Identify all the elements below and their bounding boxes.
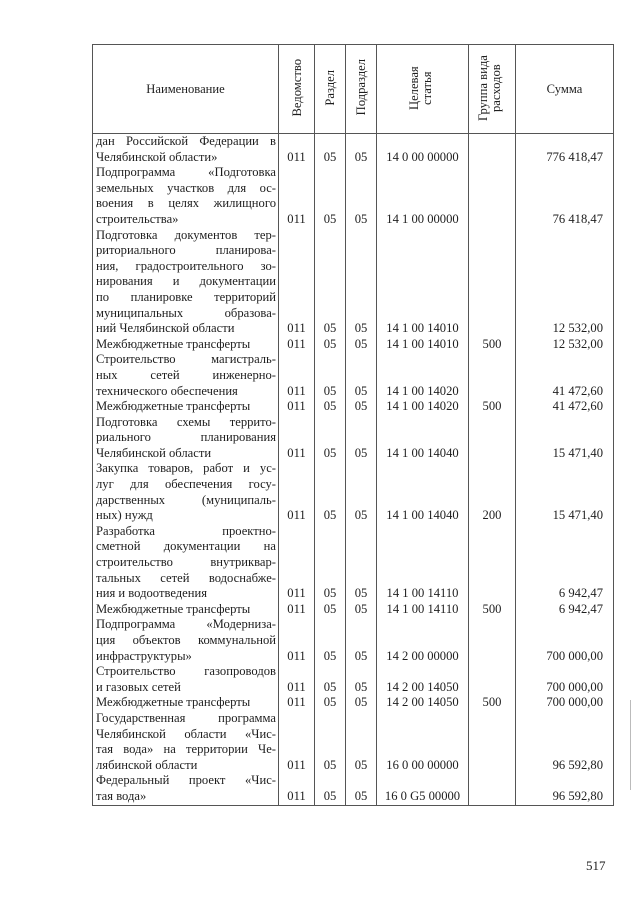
cell-vedomstvo: 011: [279, 461, 315, 523]
cell-razdel: 05: [315, 165, 346, 227]
cell-razdel: 05: [315, 602, 346, 618]
table-row: [93, 524, 614, 602]
cell-razdel: 05: [315, 399, 346, 415]
cell-name-line: луг для обеспечения госу-: [96, 477, 276, 492]
cell-name-line: Межбюджетные трансферты: [96, 399, 251, 414]
cell-name-line: нирования и документации: [96, 274, 276, 289]
table-row: [93, 337, 614, 353]
cell-name-line: ных) нужд: [96, 508, 153, 523]
cell-name-line: риториального планирова-: [96, 243, 276, 258]
table-row: [93, 602, 614, 618]
header-gruppa: [469, 45, 516, 134]
cell-celevaya: 14 1 00 14040: [377, 461, 469, 523]
cell-gruppa: [469, 711, 516, 773]
cell-name-line: Подпрограмма «Модерниза-: [96, 617, 276, 632]
cell-podrazdel: 05: [346, 461, 377, 523]
cell-podrazdel: 05: [346, 165, 377, 227]
cell-razdel: 05: [315, 352, 346, 399]
table-header: [93, 45, 614, 134]
cell-razdel: 05: [315, 228, 346, 337]
budget-table: [92, 44, 614, 806]
cell-name: [93, 602, 279, 618]
cell-podrazdel: 05: [346, 602, 377, 618]
header-podrazdel-label: Подраздел: [354, 59, 368, 116]
cell-name-line: по планировке территорий: [96, 289, 276, 304]
header-name-label: Наименование: [146, 82, 225, 96]
cell-vedomstvo: 011: [279, 617, 315, 664]
cell-podrazdel: 05: [346, 695, 377, 711]
cell-summa: 15 471,40: [516, 415, 614, 462]
cell-name: [93, 617, 279, 664]
cell-podrazdel: 05: [346, 134, 377, 166]
cell-name: [93, 461, 279, 523]
cell-summa: 776 418,47: [516, 134, 614, 166]
cell-razdel: 05: [315, 337, 346, 353]
cell-name-line: Подготовка документов тер-: [96, 227, 276, 242]
cell-podrazdel: 05: [346, 337, 377, 353]
cell-razdel: 05: [315, 711, 346, 773]
budget-table-wrapper: [92, 44, 613, 806]
table-body: [93, 134, 614, 806]
scan-edge-mark: [630, 700, 631, 790]
cell-name-line: тая вода»: [96, 788, 147, 803]
header-razdel: [315, 45, 346, 134]
cell-name-line: ных сетей инженерно-: [96, 367, 276, 382]
header-celevaya: [377, 45, 469, 134]
cell-name-line: Межбюджетные трансферты: [96, 695, 251, 710]
cell-celevaya: 14 1 00 14010: [377, 228, 469, 337]
cell-gruppa: 500: [469, 337, 516, 353]
cell-razdel: 05: [315, 695, 346, 711]
cell-name-line: риального планирования: [96, 430, 276, 445]
cell-gruppa: [469, 134, 516, 166]
cell-razdel: 05: [315, 617, 346, 664]
cell-vedomstvo: 011: [279, 337, 315, 353]
cell-name-line: тальных сетей водоснабже-: [96, 570, 276, 585]
cell-celevaya: 14 1 00 14020: [377, 352, 469, 399]
table-row: [93, 134, 614, 166]
cell-vedomstvo: 011: [279, 773, 315, 805]
cell-celevaya: 14 1 00 14110: [377, 602, 469, 618]
cell-name-line: Челябинской области»: [96, 149, 218, 164]
table-row: [93, 617, 614, 664]
cell-gruppa: 500: [469, 399, 516, 415]
table-row: [93, 399, 614, 415]
cell-gruppa: 200: [469, 461, 516, 523]
cell-vedomstvo: 011: [279, 524, 315, 602]
cell-name-line: Федеральный проект «Чис-: [96, 773, 276, 788]
cell-razdel: 05: [315, 773, 346, 805]
cell-name: [93, 134, 279, 166]
cell-razdel: 05: [315, 461, 346, 523]
cell-vedomstvo: 011: [279, 228, 315, 337]
cell-vedomstvo: 011: [279, 602, 315, 618]
cell-vedomstvo: 011: [279, 165, 315, 227]
header-summa: [516, 45, 614, 134]
cell-name-line: ния и водоотведения: [96, 586, 208, 601]
cell-celevaya: 14 0 00 00000: [377, 134, 469, 166]
cell-name-line: Межбюджетные трансферты: [96, 336, 251, 351]
header-name: [93, 45, 279, 134]
cell-name: [93, 524, 279, 602]
table-row: [93, 711, 614, 773]
cell-gruppa: [469, 228, 516, 337]
cell-summa: 96 592,80: [516, 773, 614, 805]
table-row: [93, 165, 614, 227]
table-row: [93, 228, 614, 337]
cell-name: [93, 399, 279, 415]
cell-name: [93, 664, 279, 695]
cell-summa: 41 472,60: [516, 352, 614, 399]
cell-name-line: строительство внутриквар-: [96, 555, 276, 570]
cell-celevaya: 14 1 00 14110: [377, 524, 469, 602]
cell-name-line: ция объектов коммунальной: [96, 633, 276, 647]
cell-name-line: Строительство магистраль-: [96, 352, 276, 367]
cell-name-line: тая вода» на территории Че-: [96, 742, 276, 757]
cell-name-line: дан Российской Федерации в: [96, 134, 276, 148]
cell-podrazdel: 05: [346, 352, 377, 399]
cell-podrazdel: 05: [346, 399, 377, 415]
cell-summa: 6 942,47: [516, 524, 614, 602]
header-celevaya-label: Целевая статья: [406, 65, 434, 110]
cell-name-line: Разработка проектно-: [96, 523, 276, 538]
cell-vedomstvo: 011: [279, 664, 315, 695]
header-razdel-label: Раздел: [323, 69, 337, 106]
cell-name-line: сметной документации на: [96, 539, 276, 554]
cell-podrazdel: 05: [346, 524, 377, 602]
cell-celevaya: 16 0 G5 00000: [377, 773, 469, 805]
cell-summa: 700 000,00: [516, 664, 614, 695]
cell-name-line: строительства»: [96, 211, 179, 226]
cell-name-line: Челябинской области «Чис-: [96, 726, 276, 741]
cell-summa: 6 942,47: [516, 602, 614, 618]
cell-vedomstvo: 011: [279, 711, 315, 773]
cell-podrazdel: 05: [346, 415, 377, 462]
cell-vedomstvo: 011: [279, 695, 315, 711]
cell-podrazdel: 05: [346, 773, 377, 805]
cell-podrazdel: 05: [346, 664, 377, 695]
cell-summa: 12 532,00: [516, 337, 614, 353]
cell-summa: 700 000,00: [516, 695, 614, 711]
cell-name-line: Подпрограмма «Подготовка: [96, 165, 276, 180]
cell-celevaya: 14 2 00 14050: [377, 664, 469, 695]
cell-celevaya: 16 0 00 00000: [377, 711, 469, 773]
cell-summa: 96 592,80: [516, 711, 614, 773]
cell-name: [93, 337, 279, 353]
cell-gruppa: [469, 617, 516, 664]
cell-gruppa: 500: [469, 695, 516, 711]
table-row: [93, 461, 614, 523]
table-row: [93, 773, 614, 805]
cell-vedomstvo: 011: [279, 134, 315, 166]
cell-name-line: ний Челябинской области: [96, 321, 235, 336]
cell-name-line: лябинской области: [96, 757, 198, 772]
cell-gruppa: 500: [469, 602, 516, 618]
cell-vedomstvo: 011: [279, 352, 315, 399]
cell-summa: 700 000,00: [516, 617, 614, 664]
cell-podrazdel: 05: [346, 617, 377, 664]
table-row: [93, 664, 614, 695]
cell-celevaya: 14 1 00 14020: [377, 399, 469, 415]
cell-summa: 76 418,47: [516, 165, 614, 227]
cell-razdel: 05: [315, 524, 346, 602]
cell-name-line: муниципальных образова-: [96, 305, 276, 320]
cell-podrazdel: 05: [346, 228, 377, 337]
cell-gruppa: [469, 352, 516, 399]
cell-gruppa: [469, 664, 516, 695]
cell-name-line: земельных участков для ос-: [96, 180, 276, 195]
cell-name-line: Межбюджетные трансферты: [96, 601, 251, 616]
cell-summa: 15 471,40: [516, 461, 614, 523]
cell-summa: 12 532,00: [516, 228, 614, 337]
cell-name-line: Государственная программа: [96, 710, 276, 725]
cell-vedomstvo: 011: [279, 415, 315, 462]
header-vedomstvo-label: Ведомство: [289, 58, 304, 117]
header-summa-label: Сумма: [546, 82, 583, 96]
cell-razdel: 05: [315, 664, 346, 695]
cell-name-line: технического обеспечения: [96, 383, 238, 398]
page-number: 517: [586, 858, 606, 873]
cell-vedomstvo: 011: [279, 399, 315, 415]
cell-name-line: Челябинской области: [96, 445, 212, 460]
header-podrazdel: [346, 45, 377, 134]
cell-summa: 41 472,60: [516, 399, 614, 415]
cell-name-line: и газовых сетей: [96, 679, 181, 694]
cell-name: [93, 773, 279, 805]
header-vedomstvo: [279, 45, 315, 134]
cell-gruppa: [469, 773, 516, 805]
cell-name: [93, 228, 279, 337]
cell-name: [93, 695, 279, 711]
cell-razdel: 05: [315, 134, 346, 166]
cell-celevaya: 14 1 00 14010: [377, 337, 469, 353]
cell-gruppa: [469, 165, 516, 227]
cell-celevaya: 14 1 00 14040: [377, 415, 469, 462]
header-gruppa-label: Группа вида расходов: [476, 54, 503, 121]
cell-name: [93, 711, 279, 773]
cell-name-line: дарственных (муниципаль-: [96, 492, 276, 507]
cell-name: [93, 415, 279, 462]
table-row: [93, 352, 614, 399]
table-row: [93, 695, 614, 711]
cell-celevaya: 14 1 00 00000: [377, 165, 469, 227]
cell-gruppa: [469, 415, 516, 462]
cell-celevaya: 14 2 00 14050: [377, 695, 469, 711]
cell-name-line: ния, градостроительного зо-: [96, 258, 276, 273]
table-row: [93, 415, 614, 462]
cell-celevaya: 14 2 00 00000: [377, 617, 469, 664]
cell-razdel: 05: [315, 415, 346, 462]
cell-name-line: инфраструктуры»: [96, 648, 192, 663]
cell-gruppa: [469, 524, 516, 602]
cell-name-line: Подготовка схемы террито-: [96, 414, 276, 429]
cell-name-line: Закупка товаров, работ и ус-: [96, 461, 276, 476]
cell-name-line: воения в целях жилищного: [96, 196, 276, 211]
cell-podrazdel: 05: [346, 711, 377, 773]
cell-name-line: Строительство газопроводов: [96, 664, 276, 679]
cell-name: [93, 352, 279, 399]
cell-name: [93, 165, 279, 227]
